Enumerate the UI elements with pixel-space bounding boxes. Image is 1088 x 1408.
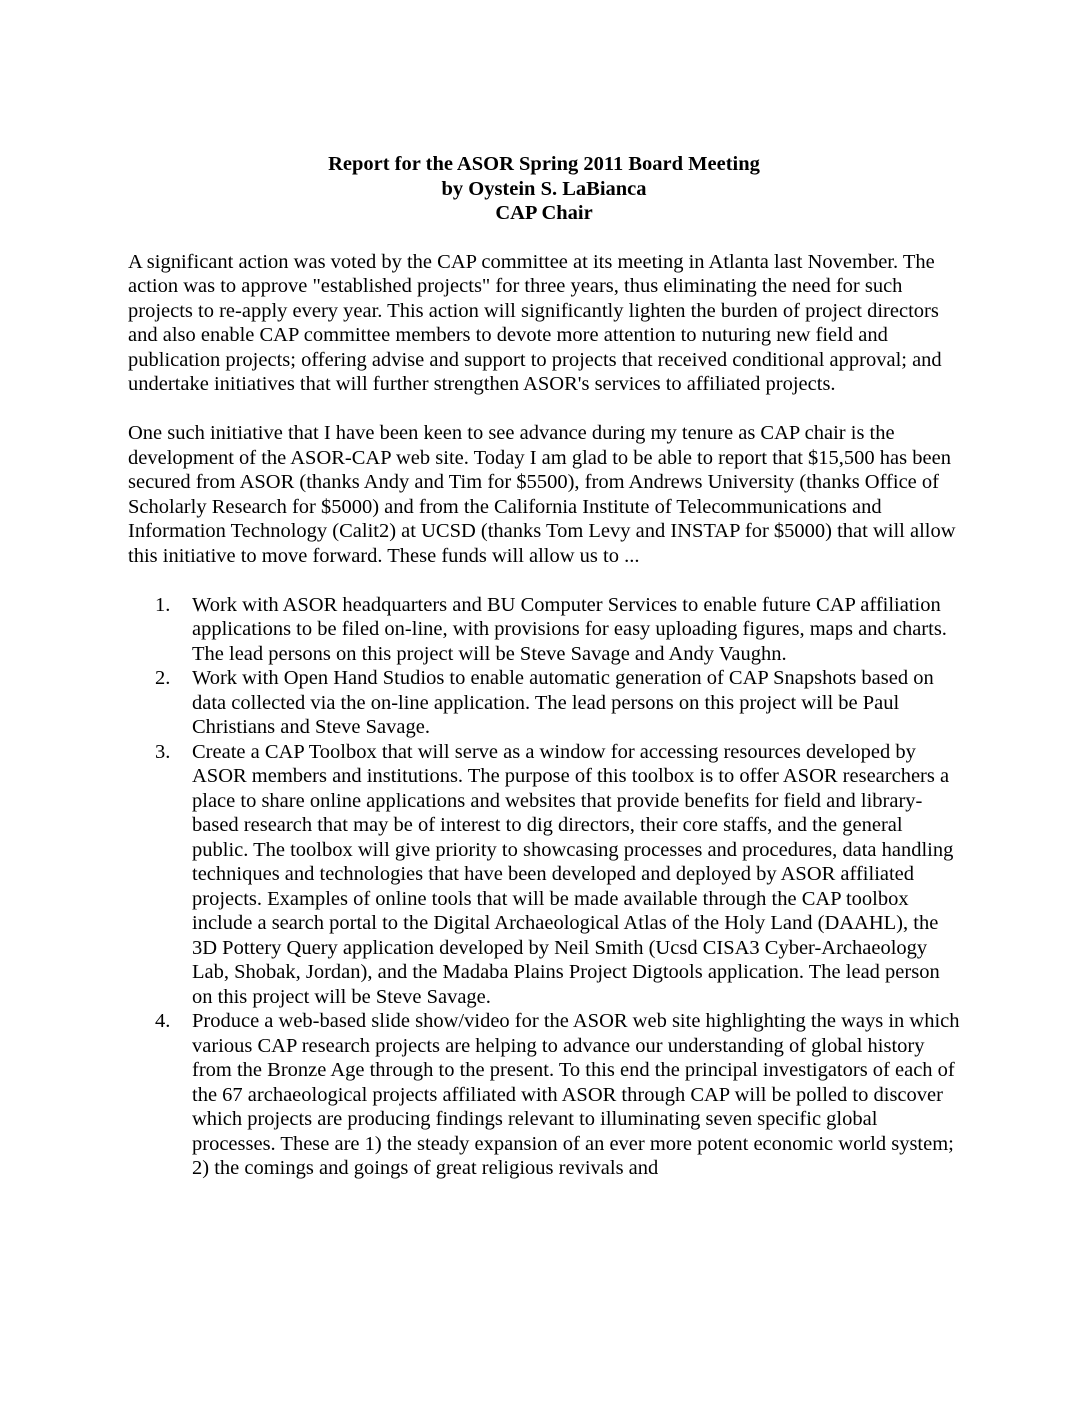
list-item-number: 3. [155, 740, 171, 763]
list-item-number: 4. [155, 1010, 171, 1032]
list-item-text: Work with ASOR headquarters and BU Computer Services to enable future CAP affiliation applications to be filed on-line, with provisions for easy uploading figures, maps and charts. The lead persons on this project will be Steve Savage and Andy Vaughn. [192, 593, 947, 665]
report-title [128, 152, 960, 226]
list-item-number: 2. [155, 667, 171, 689]
initiative-list [128, 593, 960, 1181]
list-item [128, 1009, 962, 1181]
title-line-1: Report for the ASOR Spring 2011 Board Meeting [328, 153, 760, 175]
list-item [128, 666, 962, 740]
list-item-number: 1. [155, 593, 171, 616]
list-item-text: Create a CAP Toolbox that will serve as a window for accessing resources developed by ASOR members and institutions. The purpose of this toolbox is to offer ASOR researchers a place to share online applications and websites that provide benefits for field and library-based research that may be of interest to dig directors, their core staffs, and the general public. The toolbox will give priority to showcasing processes and procedures, data handling techniques and technologies that have been developed and deployed by ASOR affiliated projects. Examples of online tools that will be made available through the CAP toolbox include a search portal to the Digital Archaeological Atlas of the Holy Land (DAAHL), the 3D Pottery Query application developed by Neil Smith (Ucsd CISA3 Cyber-Archaeology Lab, Shobak, Jordan), and the Madaba Plains Project Digtools application. The lead person on this project will be Steve Savage. [192, 740, 954, 1008]
paragraph-web-site-initiative: One such initiative that I have been keen to see advance during my tenure as CAP chair is the development of the ASOR-CAP web site. Today I am glad to be able to report that $15,500 has been secured from ASOR (thanks Andy and Tim for $5500), from Andrews University (thanks Office of Scholarly Research for $5000) and from the California Institute of Telecommunications and Information Technology (Calit2) at UCSD (thanks Tom Levy and INSTAP for $5000) that will allow this initiative to move forward. These funds will allow us to ... [128, 422, 956, 567]
list-item [128, 593, 962, 667]
paragraph-cap-action: A significant action was voted by the CAP committee at its meeting in Atlanta last November. The action was to approve "established projects" for three years, thus eliminating the need for such projects to re-apply every year. This action will significantly lighten the burden of project directors and also enable CAP committee members to devote more attention to nuturing new field and publication projects; offering advise and support to projects that received conditional approval; and undertake initiatives that will further strengthen ASOR's services to affiliated projects. [128, 250, 942, 395]
list-item-text: Produce a web-based slide show/video for the ASOR web site highlighting the ways in which various CAP research projects are helping to advance our understanding of global history from the Bronze Age through to the present. To this end the principal investigators of each of the 67 archaeological projects affiliated with ASOR through CAP will be polled to discover which projects are producing findings relevant to illuminating seven specific global processes. These are 1) the steady expansion of an ever more potent economic world system; 2) the comings and goings of great religious revivals and [192, 1010, 960, 1179]
list-item-text: Work with Open Hand Studios to enable automatic generation of CAP Snapshots based on data collected via the on-line application. The lead persons on this project will be Paul Christians and Steve Savage. [192, 667, 934, 738]
title-line-2: by Oystein S. LaBianca [441, 177, 647, 200]
list-item [128, 740, 962, 1010]
title-line-3: CAP Chair [495, 202, 593, 224]
